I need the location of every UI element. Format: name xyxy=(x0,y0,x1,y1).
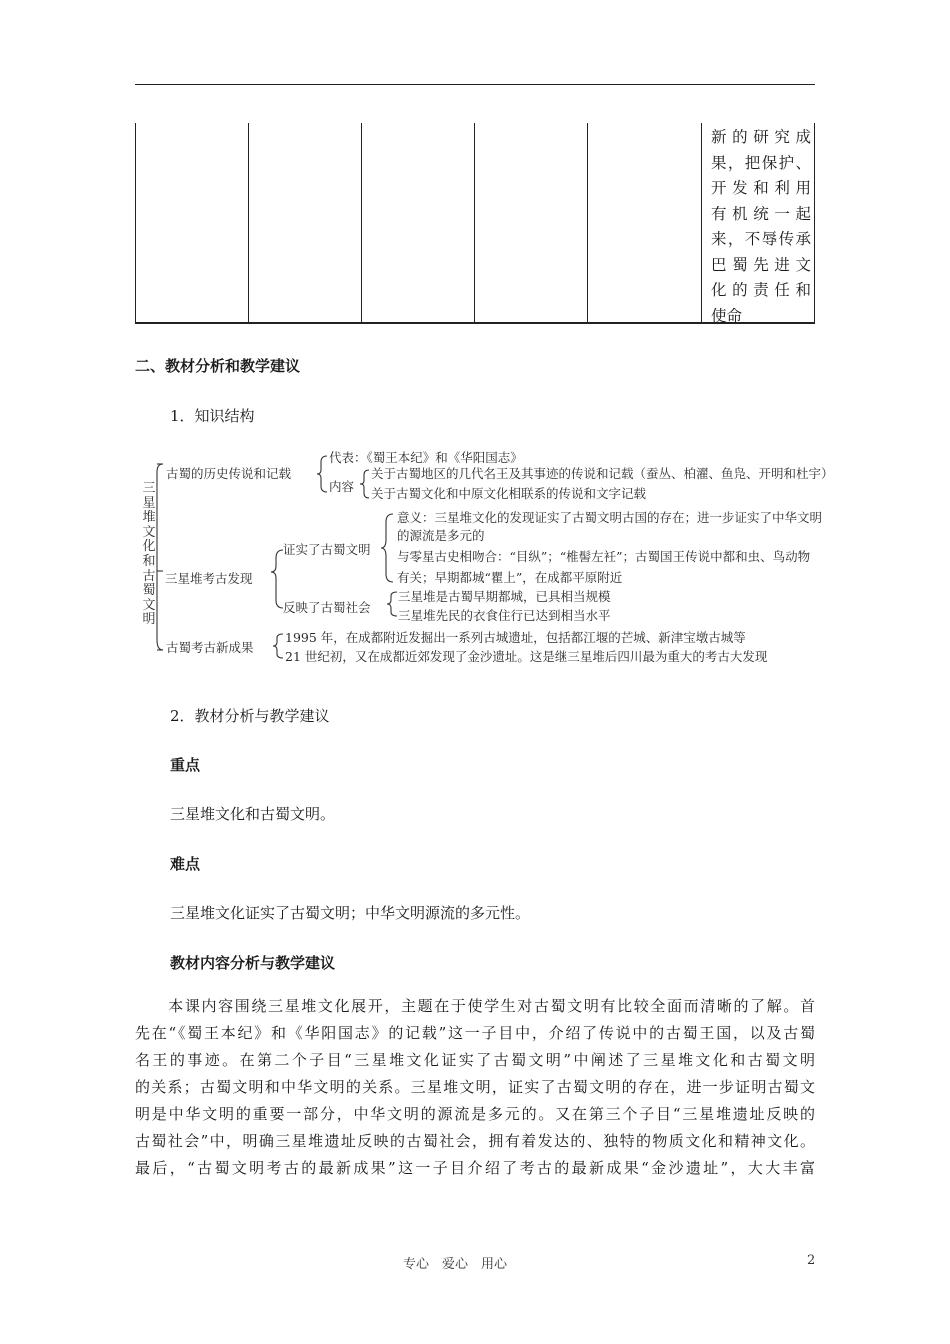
difficult-point-label: 难点 xyxy=(170,855,201,873)
paragraph-line: 的关系；古蜀文明和中华文明的关系。三星堆文明，证实了古蜀文明的存在，进一步证明古蜀文 xyxy=(135,1078,815,1096)
root-char: 星 xyxy=(142,495,156,511)
branch-history: 古蜀的历史传说和记载 xyxy=(166,466,292,481)
branch-history-content-label: 内容 xyxy=(329,479,355,494)
cell-line: 新的研究成 xyxy=(711,128,811,146)
paragraph-line: 先在“《蜀王本纪》和《华阳国志》的记载”这一子目中，介绍了传说中的古蜀王国，以及古蜀 xyxy=(135,1024,815,1042)
branch-archaeology-confirm: 证实了古蜀文明 xyxy=(283,542,371,557)
table-column-divider xyxy=(474,123,475,322)
branch-history-representative: 代表：《蜀王本纪》和《华阳国志》 xyxy=(329,450,523,465)
branch3-brace xyxy=(273,634,283,658)
root-char: 三 xyxy=(142,481,156,496)
table-column-divider xyxy=(587,123,588,322)
continuation-table xyxy=(135,123,815,324)
confirm-point: 与零星古史相吻合：“目纵”；“椎髻左衽”；古蜀国王传说中都和虫、鸟动物 xyxy=(397,549,811,564)
branch1-brace xyxy=(317,456,327,492)
cell-line: 来，不辱传承 xyxy=(711,230,811,248)
cell-line: 化的责任和 xyxy=(711,281,811,299)
confirm-point: 意义：三星堆文化的发现证实了古蜀文明古国的存在；进一步证实了中华文明 xyxy=(397,510,823,525)
root-bracket xyxy=(157,464,163,650)
root-char: 明 xyxy=(142,612,156,628)
footer-motto: 专心 爱心 用心 xyxy=(403,1257,508,1272)
subsection-knowledge-structure: 1．知识结构 xyxy=(170,407,255,425)
confirm-point: 的源流是多元的 xyxy=(397,528,485,543)
section-title: 二、教材分析和教学建议 xyxy=(135,357,301,375)
s2-brace xyxy=(387,592,397,616)
paragraph-line: 本课内容围绕三星堆文化展开，主题在于使学生对古蜀文明有比较全面而清晰的了解。首 xyxy=(135,997,815,1015)
branch-history-content-2: 关于古蜀文化和中原文化相联系的传说和文字记载 xyxy=(371,486,647,501)
diagram-root-label xyxy=(141,482,157,628)
table-column-divider xyxy=(361,123,362,322)
header-rule xyxy=(135,84,815,85)
root-char: 堆 xyxy=(142,510,156,526)
analysis-paragraph xyxy=(135,993,815,1182)
page-number: 2 xyxy=(807,1253,816,1268)
branch-history-content-1: 关于古蜀地区的几代名王及其事迹的传说和记载（蚕丛、柏濯、鱼凫、开明和杜宇） xyxy=(371,466,834,481)
cell-line: 巴蜀先进文 xyxy=(711,255,811,274)
root-char: 和 xyxy=(142,553,156,569)
paragraph-line: 明是中华文明的重要一部分，中华文明的源流是多元的。又在第三个子目“三星堆遗址反映的 xyxy=(135,1105,815,1123)
difficult-point-text: 三星堆文化证实了古蜀文明；中华文明源流的多元性。 xyxy=(170,904,531,922)
society-point: 三星堆是古蜀早期都城，已具相当规模 xyxy=(398,589,611,604)
paragraph-line: 最后，“古蜀文明考古的最新成果”这一子目介绍了考古的最新成果“金沙遗址”，大大丰富 xyxy=(135,1159,815,1177)
cell-line: 使命 xyxy=(711,306,743,325)
new-finding-point: 1995 年，在成都附近发掘出一系列古城遗址，包括都江堰的芒城、新津宝墩古城等 xyxy=(285,630,746,645)
cell-line: 开发和利用 xyxy=(711,179,811,197)
new-finding-point: 21 世纪初，又在成都近郊发现了金沙遗址。这是继三星堆后四川最为重大的考古大发现 xyxy=(285,649,768,664)
cell-line: 有机统一起 xyxy=(711,204,811,223)
cell-line: 果，把保护、 xyxy=(711,153,811,172)
confirm-point: 有关；早期都城“瞿上”，在成都平原附近 xyxy=(397,570,623,585)
content-brace xyxy=(360,470,369,498)
root-char: 文 xyxy=(142,597,156,613)
table-column-divider xyxy=(248,123,249,322)
table-column-divider xyxy=(701,123,702,322)
knowledge-structure-diagram xyxy=(135,442,925,674)
key-point-label: 重点 xyxy=(170,756,201,774)
root-char: 化 xyxy=(142,539,156,555)
paragraph-line: 名王的事迹。在第二个子目“三星堆文化证实了古蜀文明”中阐述了三星堆文化和古蜀文明 xyxy=(135,1051,815,1069)
root-char: 文 xyxy=(142,524,156,540)
root-char: 古 xyxy=(142,568,156,584)
branch-archaeology: 三星堆考古发现 xyxy=(165,571,253,586)
branch-archaeology-society: 反映了古蜀社会 xyxy=(283,600,371,615)
paragraph-line: 古蜀社会”中，明确三星堆遗址反映的古蜀社会，拥有着发达的、独特的物质文化和精神文化。 xyxy=(135,1132,815,1150)
branch-new-findings: 古蜀考古新成果 xyxy=(166,640,254,655)
subsection-analysis: 2．教材分析与教学建议 xyxy=(170,707,330,725)
table-last-cell xyxy=(711,125,811,329)
society-point: 三星堆先民的衣食住行已达到相当水平 xyxy=(398,608,611,623)
branch2-brace xyxy=(271,550,283,608)
key-point-text: 三星堆文化和古蜀文明。 xyxy=(170,805,336,823)
root-char: 蜀 xyxy=(142,583,156,599)
s1-brace xyxy=(381,514,393,582)
analysis-heading: 教材内容分析与教学建议 xyxy=(170,954,336,972)
